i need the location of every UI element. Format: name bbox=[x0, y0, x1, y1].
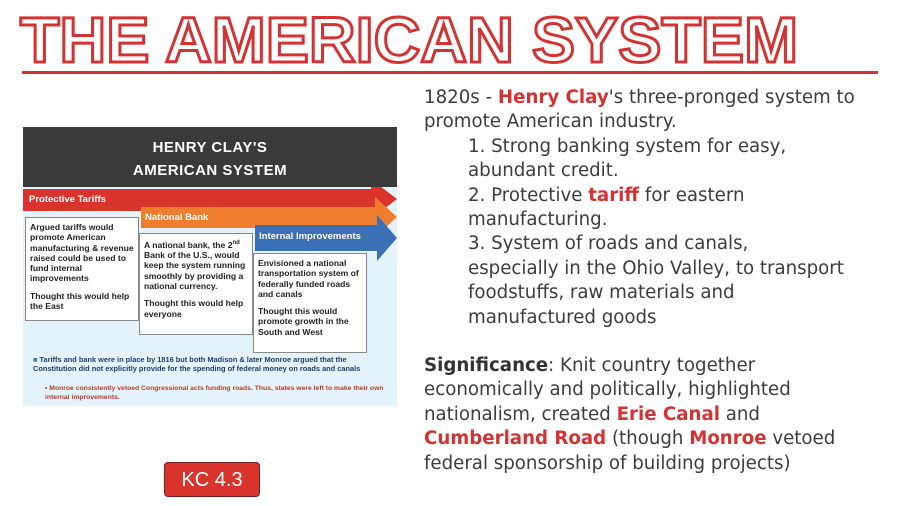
text-line-intro bbox=[424, 86, 894, 110]
paragraph-gap bbox=[424, 330, 894, 354]
t-s3c: and bbox=[719, 403, 760, 425]
bank-text bbox=[144, 238, 248, 291]
diagram-subnote-text: Monroe consistently vetoed Congressional acts funding roads. Thus, states were left to make their own internal improvements. bbox=[45, 385, 384, 401]
sub-bullet-icon: • bbox=[45, 385, 50, 392]
henry-clay-highlight: Henry Clay bbox=[497, 87, 609, 108]
bank-text-b: Bank of the U.S., would keep the system running smoothly by providing a national currency. bbox=[144, 250, 246, 292]
t-l5c: for eastern bbox=[639, 184, 745, 206]
list-item-2 bbox=[424, 184, 894, 208]
main-text bbox=[424, 86, 894, 476]
bank-box bbox=[139, 233, 253, 335]
diagram-header bbox=[23, 127, 397, 187]
t-s4d: vetoed bbox=[766, 428, 836, 450]
significance-line-1 bbox=[424, 354, 894, 378]
improvements-text: Envisioned a national transportation system of federally funded roads and canals bbox=[258, 258, 359, 299]
diagram-note-text: Tariffs and bank were in place by 1816 but both Madison & later Monroe argued that the Constitution did not explicitly provide for the spending of federal money on roads and canals bbox=[33, 355, 361, 373]
diagram-note bbox=[33, 355, 389, 373]
diagram-subnote bbox=[45, 385, 389, 402]
bank-thought: Thought this would help everyone bbox=[144, 298, 244, 319]
t-l5a: 2. Protective bbox=[468, 184, 589, 206]
tariff-highlight: tariff bbox=[588, 184, 640, 206]
t-l1c: 's three-pronged system to bbox=[608, 87, 855, 108]
american-system-diagram bbox=[23, 127, 397, 406]
monroe-highlight: Monroe bbox=[689, 428, 767, 450]
tariffs-text: Argued tariffs would promote American manufacturing & revenue raised could be used to fund internal improvements bbox=[30, 222, 134, 284]
bank-text-sup: nd bbox=[232, 240, 240, 246]
t-s4b: (though bbox=[606, 428, 690, 450]
improvements-box bbox=[253, 253, 367, 353]
slide-title bbox=[0, 0, 900, 70]
list-item-3-cont-c: manufactured goods bbox=[468, 306, 657, 328]
list-item-3: 3. System of roads and canals, bbox=[468, 233, 749, 255]
list-item-1-cont: abundant credit. bbox=[468, 160, 619, 182]
list-item-3-cont-a: especially in the Ohio Valley, to transport bbox=[468, 257, 844, 279]
significance-line-2: economically and politically, highlighted bbox=[424, 379, 791, 401]
significance-line-3 bbox=[424, 403, 894, 427]
arrow-label-improvements: Internal Improvements bbox=[259, 231, 361, 242]
title-underline bbox=[22, 71, 878, 74]
tariffs-box bbox=[25, 217, 139, 321]
list-item-2-cont: manufacturing. bbox=[468, 209, 608, 231]
kc-badge: KC 4.3 bbox=[164, 462, 260, 497]
tariffs-thought: Thought this would help the East bbox=[30, 290, 130, 312]
cumberland-road-highlight: Cumberland Road bbox=[424, 428, 607, 450]
list-item-3-cont-b: foodstuffs, raw materials and bbox=[468, 282, 735, 304]
bullet-icon: ■ bbox=[33, 355, 40, 364]
bank-text-a: A national bank, the 2 bbox=[144, 239, 233, 250]
slide-title-text: THE AMERICAN SYSTEM bbox=[20, 4, 798, 70]
arrow-label-bank: National Bank bbox=[145, 212, 209, 223]
significance-label: Significance bbox=[424, 355, 549, 377]
t-s1b: : Knit country together bbox=[548, 355, 756, 377]
erie-canal-highlight: Erie Canal bbox=[616, 403, 720, 425]
improvements-thought: Thought this would promote growth in the South and West bbox=[258, 306, 349, 337]
text-line-2: promote American industry. bbox=[424, 111, 677, 133]
t-s3a: nationalism, created bbox=[424, 403, 617, 425]
t-l1a: 1820s - bbox=[424, 87, 498, 108]
significance-line-5: federal sponsorship of building projects) bbox=[424, 452, 791, 474]
diagram-header-line2: AMERICAN SYSTEM bbox=[132, 162, 288, 179]
arrow-label-tariffs: Protective Tariffs bbox=[29, 194, 106, 205]
list-item-1: 1. Strong banking system for easy, bbox=[468, 135, 787, 157]
significance-line-4 bbox=[424, 427, 894, 451]
diagram-header-line1: HENRY CLAY'S bbox=[152, 139, 268, 156]
